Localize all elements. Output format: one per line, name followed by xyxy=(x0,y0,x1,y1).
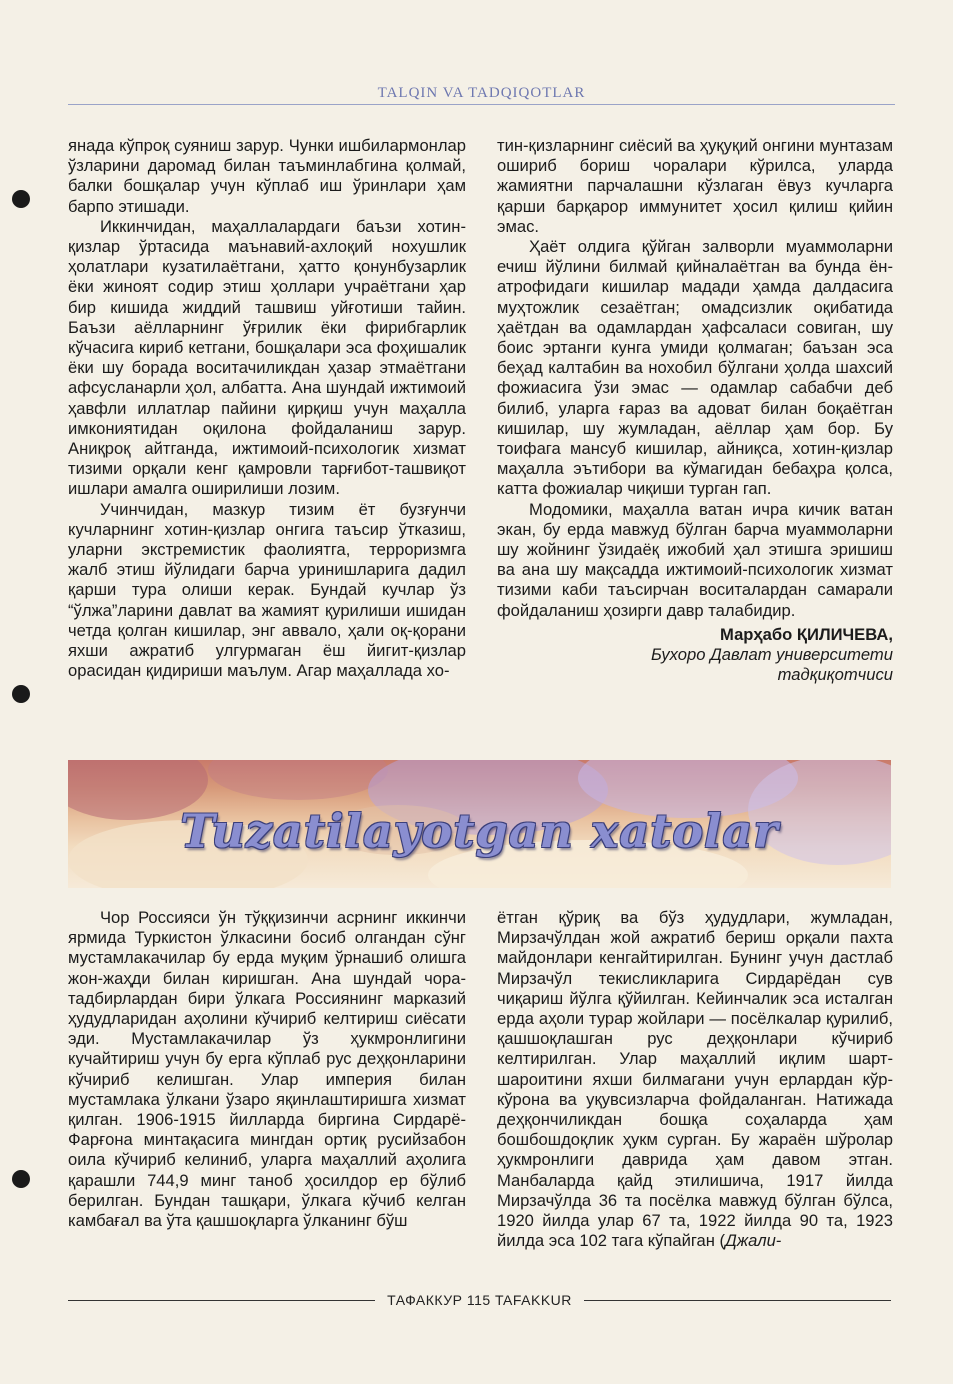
binder-hole-1 xyxy=(12,190,30,208)
author-name: Марҳабо ҚИЛИЧЕВА, xyxy=(720,624,893,644)
section-banner xyxy=(68,760,891,888)
page-footer xyxy=(68,1290,891,1310)
paragraph: Учинчидан, мазкур тизим ёт бузғунчи кучларнинг хотин-қизлар онгига таъсир ўтказиш, уларни экстремистик фаолиятга, терроризмга жалб этиш йўлидаги барча уринишларига дадил қарши тура олиши керак. Бундай кучлар ўз “ўлжа”ларини давлат ва жамият қурилиши ишидан четда қолган кишилар, энг аввало, ҳали оқ-қорани яхши ажратиб улгурмаган ёш йигит-қизлар орасидан қидириши маълум. Агар маҳаллада хо- xyxy=(68,499,466,681)
article2-column-left xyxy=(68,908,466,1231)
paragraph: тин-қизларнинг сиёсий ва ҳуқуқий онгини мунтазам ошириб бориш чоралари кўрилса, уларда жамиятни парчалашни кўзлаган ёвуз кучларга қарши барқарор иммунитет ҳосил қилиш қийин эмас. xyxy=(497,136,893,236)
footer-text: ТАФАККУР 115 TAFAKKUR xyxy=(387,1292,572,1308)
paragraph: Модомики, маҳалла ватан ичра кичик ватан экан, бу ерда мавжуд бўлган барча муаммоларни шу жойнинг ўзидаёқ ижобий ҳал этишга эришиш ва ана шу мақсадда ижтимоий-психологик хизмат тизими каби таъсирчан воситалардан самарали фойдаланиш ҳозирги давр талабидир. xyxy=(497,499,893,620)
article2-column-right xyxy=(497,908,893,1251)
paragraph: Чор Россияси ўн тўққизинчи асрнинг иккинчи ярмида Туркистон ўлкасини босиб олгандан сўнг мустамлакачилар бу ерда муқим ўрнашиб олишга жон-жаҳди билан киришган. Ана шундай чора-тадбирлардан бири ўлкага Россиянинг марказий ҳудудларидан аҳолини кўчириб келтириш сиёсати эди. Мустамлакачилар ўз ҳукмронлигини кучайтириш учун бу ерга кўплаб рус деҳқонларини кўчириб келишган. Улар империя билан мустамлака ўлкани ўзаро яқинлаштиришга хизмат қилган. 1906-1915 йилларда биргина Сирдарё-Фарғона минтақасига мингдан ортиқ русийзабон оила кўчириб келиниб, уларга маҳаллий аҳолига қарашли 744,9 минг таноб ҳосилдор ер бўлиб берилган. Бундан ташқари, ўлкага кўчиб келган камбағал ва ўта қашшоқларга ўлканинг бўш xyxy=(68,908,466,1231)
paragraph-text: ётган қўриқ ва бўз ҳудудлари, жумладан, Мирзачўлдан жой ажратиб бериш орқали пахта майдонлари кенгайтирилган. Бунинг учун дастлаб Мирзачўл текисликларига Сирдарёдан сув чиқариш йўлга қўйилган. Кейинчалик эса исталган ерда аҳоли турар жойлари — посёлкалар қурилиб, қашшоқлашган рус деҳқонлари кўчириб келтирилган. Улар маҳаллий иқлим шарт-шароитини яхши билмагани учун ерлардан кўр-кўрона ва уқувсизларча фойдаланган. Натижада деҳқончиликдан бошқа соҳаларда ҳам бошбошдоқлик ҳукм сурган. Бу жараён шўролар ҳукмронлиги даврида ҳам давом этган. Манбаларда қайд этилишича, 1917 йилда Мирзачўлда 36 та посёлка мавжуд бўлган бўлса, 1920 йилда улар 67 та, 1922 йилда 90 та, 1923 йилда эса 102 тага кўпайган ( xyxy=(497,908,893,1251)
footer-rule-right xyxy=(584,1300,891,1301)
paragraph: янада кўпроқ суяниш зарур. Чунки ишбилармонлар ўзларини даромад билан таъминлабгина қолмай, балки бошқалар учун кўплаб иш ўринлари ҳам барпо этишади. xyxy=(68,136,466,216)
header-title: TALQIN VA TADQIQOTLAR xyxy=(377,85,586,101)
author-affiliation: Бухоро Давлат университети xyxy=(650,645,893,665)
paragraph: Ҳаёт олдига қўйган залворли муаммоларни ечиш йўлини билмай қийналаётган ва бунда ён-атрофидаги кишилар мадади ҳамда далдасига муҳтожлик сезаётган; омадсизлик оқибатида ҳаётдан ва одамлардан ҳафсаласи совиган, шу боис эртанги кунга умиди қолмаган; баъзан эса беҳад калтабин ва нохобил бўлгани ҳолда шахсий фожиасига ўзи эмас — одамлар сабабчи деб билиб, уларга ғараз ва адоват билан боқаётган кишилар, шу жумладан, аёллар ҳам бор. Бу тоифага мансуб кишилар, айниқса, хотин-қизлар маҳалла эътибори ва кўмагидан бебаҳра қолса, катта фожиалар чиқиши турган гап. xyxy=(497,237,893,499)
running-header xyxy=(68,84,895,105)
footer-rule-left xyxy=(68,1300,375,1301)
binder-hole-2 xyxy=(12,685,30,703)
paragraph: Иккинчидан, маҳаллалардаги баъзи хотин-қизлар ўртасида маънавий-ахлоқий нохушлик ҳолатлари кузатилаётгани, ҳатто қонунбузарлик ёки жиноят содир этиш ҳоллари учраётгани ҳар бир кишида жиддий ташвиш уйғотиши тайин. Баъзи аёлларнинг ўғрилик ёки фирибгарлик кўчасига кириб кетгани, бошқалари эса фоҳишалик ёки шу борада воситачиликдан ҳазар этмаётгани афсусланарли ҳол, албатта. Ана шундай ижтимоий ҳавфли иллатлар пайини қирқиш учун маҳалла имкониятидан оқилона фойдаланиш зарур. Аниқроқ айтганда, ижтимоий-психологик хизмат тизими орқали кенг қамровли тарғибот-ташвиқот ишлари амалга оширилиши лозим. xyxy=(68,216,466,499)
paragraph xyxy=(497,908,893,1251)
article1-column-left xyxy=(68,136,466,681)
author-title: тадқиқотчиси xyxy=(777,665,893,685)
article1-column-right xyxy=(497,136,893,685)
binder-hole-3 xyxy=(12,1170,30,1188)
citation-fragment: Джали- xyxy=(725,1231,782,1251)
section-title: Tuzatilayotgan xatolar xyxy=(180,804,779,858)
